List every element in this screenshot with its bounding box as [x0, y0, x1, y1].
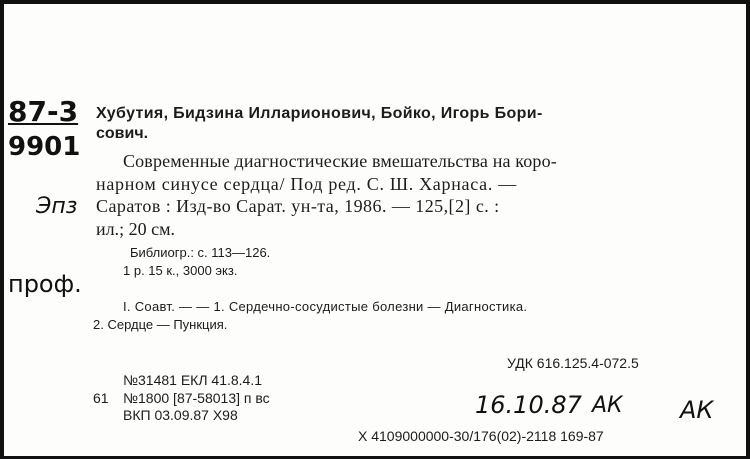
title-line-4: ил.; 20 см.: [96, 219, 175, 239]
record-number: №31481 ЕКЛ 41.8.4.1: [123, 372, 263, 388]
handwritten-date-initials: АК: [592, 393, 623, 418]
vkp-code: ВКП 03.09.87 Х98: [123, 407, 238, 423]
tracings-line-2: 2. Сердце — Пункция.: [93, 317, 228, 332]
card-border-top: [0, 0, 750, 4]
card-border-right: [746, 0, 750, 459]
title-line-3: Саратов : Изд-во Сарат. ун-та, 1986. — 125,[2] с. :: [96, 196, 500, 216]
card-number: №1800 [87-58013] п вс: [123, 390, 270, 406]
barcode-line: Х 4109000000-30/176(02)-2118 169-87: [358, 428, 604, 444]
handwritten-margin-note: Эпз: [36, 194, 78, 219]
handwritten-initials: АК: [680, 396, 714, 424]
heading-authors-line2: сович.: [96, 125, 149, 142]
bibliography-note: Библиогр.: с. 113—126.: [130, 245, 271, 260]
handwritten-date-note: 16.10.87: [475, 391, 582, 419]
handwritten-subject-note: проф.: [8, 270, 82, 298]
udk-code: УДК 616.125.4-072.5: [507, 355, 639, 371]
heading-authors-line1: Хубутия, Бидзина Илларионович, Бойко, Игорь Бори-: [96, 105, 543, 122]
tracings-line-1: I. Соавт. — — 1. Сердечно-сосудистые болезни — Диагностика.: [123, 299, 528, 314]
card-border-left: [0, 0, 4, 459]
price-note: 1 р. 15 к., 3000 экз.: [123, 263, 238, 278]
handwritten-shelfmark-bottom: 9901: [8, 132, 81, 162]
title-line-1: Современные диагностические вмешательства на коро-: [123, 151, 557, 171]
handwritten-shelfmark-top: 87-3: [8, 95, 79, 128]
card-prefix: 61: [93, 390, 109, 406]
title-line-2: нарном синусе сердца/ Под ред. С. Ш. Харнаса. —: [96, 174, 517, 194]
